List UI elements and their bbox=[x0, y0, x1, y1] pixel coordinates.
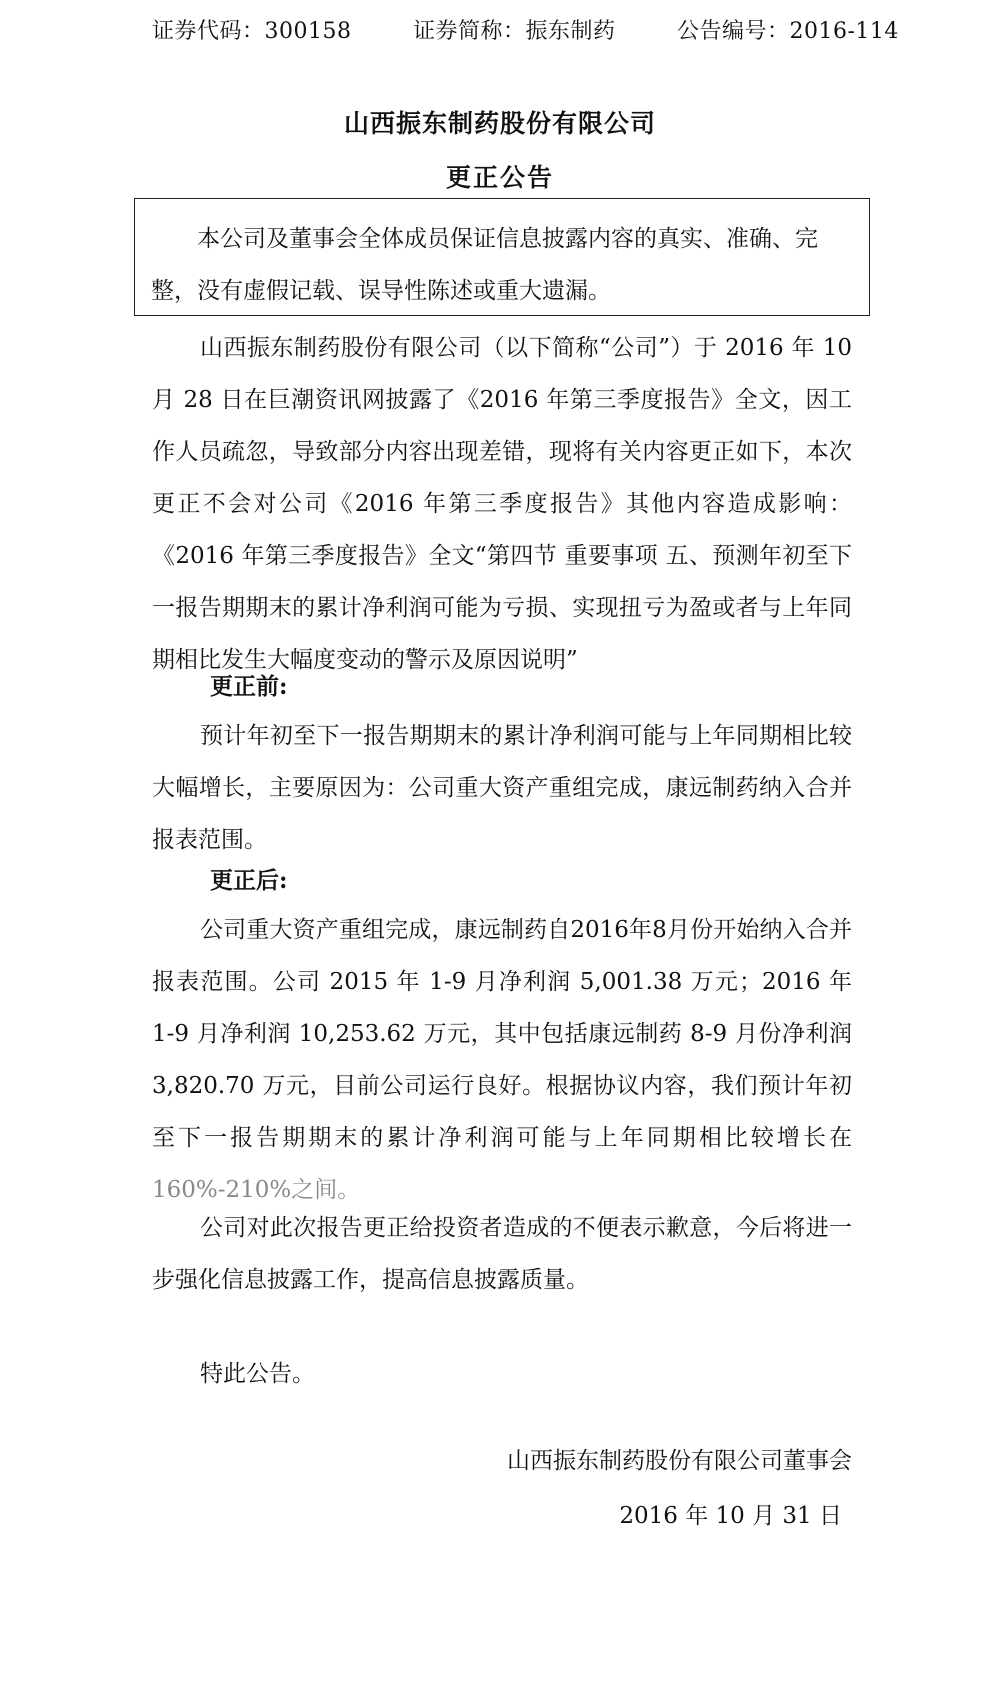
intro-paragraph-block bbox=[152, 322, 852, 686]
after-correction-text bbox=[152, 904, 852, 1216]
closing-text: 特此公告。 bbox=[200, 1361, 315, 1387]
apology-block bbox=[152, 1202, 852, 1306]
board-statement-box bbox=[134, 198, 870, 316]
header-line bbox=[152, 14, 899, 45]
notice-number: 公告编号：2016-114 bbox=[677, 19, 899, 44]
apology-paragraph: 公司对此次报告更正给投资者造成的不便表示歉意，今后将进一步强化信息披露工作，提高信息披露质量。 bbox=[152, 1215, 852, 1293]
after-correction-label: 更正后: bbox=[210, 867, 288, 894]
before-correction-label: 更正前: bbox=[210, 673, 288, 700]
company-title: 山西振东制药股份有限公司 bbox=[343, 109, 656, 138]
signatory: 山西振东制药股份有限公司董事会 bbox=[507, 1448, 852, 1474]
before-correction-text: 预计年初至下一报告期期末的累计净利润可能与上年同期相比较大幅增长，主要原因为：公司重大资产重组完成，康远制药纳入合并报表范围。 bbox=[152, 723, 852, 853]
intro-paragraph: 山西振东制药股份有限公司（以下简称“公司”）于 2016 年 10 月 28 日在巨潮资讯网披露了《2016 年第三季度报告》全文，因工作人员疏忽，导致部分内容出现差错，现将有关内容更正如下，本次更正不会对公司《2016 年第三季度报告》其他内容造成影响：《2016 年第三季度报告》全文“第四节 重要事项 五、预测年初至下一报告期期末的累计净利润可能为亏损、实现扭亏为盈或者与上年同期相比发生大幅度变动的警示及原因说明” bbox=[152, 335, 852, 673]
board-statement: 本公司及董事会全体成员保证信息披露内容的真实、准确、完整，没有虚假记载、误导性陈述或重大遗漏。 bbox=[151, 226, 818, 304]
document-title: 更正公告 bbox=[445, 163, 554, 192]
after-text-block bbox=[152, 904, 852, 1216]
securities-short-name: 证券简称：振东制药 bbox=[412, 19, 616, 44]
after-correction-main: 公司重大资产重组完成，康远制药自2016年8月份开始纳入合并报表范围。公司 2015 年 1-9 月净利润 5,001.38 万元；2016 年 1-9 月净利润 10,253.62 万元，其中包括康远制药 8-9 月份净利润 3,820.70 万元，目前公司运行良好。根据协议内容，我们预计年初至下一报告期期末的累计净利润可能与上年同期相比较增长在 bbox=[152, 917, 852, 1151]
securities-code: 证券代码：300158 bbox=[152, 19, 352, 44]
announcement-date: 2016 年 10 月 31 日 bbox=[619, 1503, 842, 1529]
growth-range: 160%-210%之间。 bbox=[152, 1177, 361, 1203]
closing-block bbox=[152, 1348, 852, 1400]
before-text-block bbox=[152, 710, 852, 866]
